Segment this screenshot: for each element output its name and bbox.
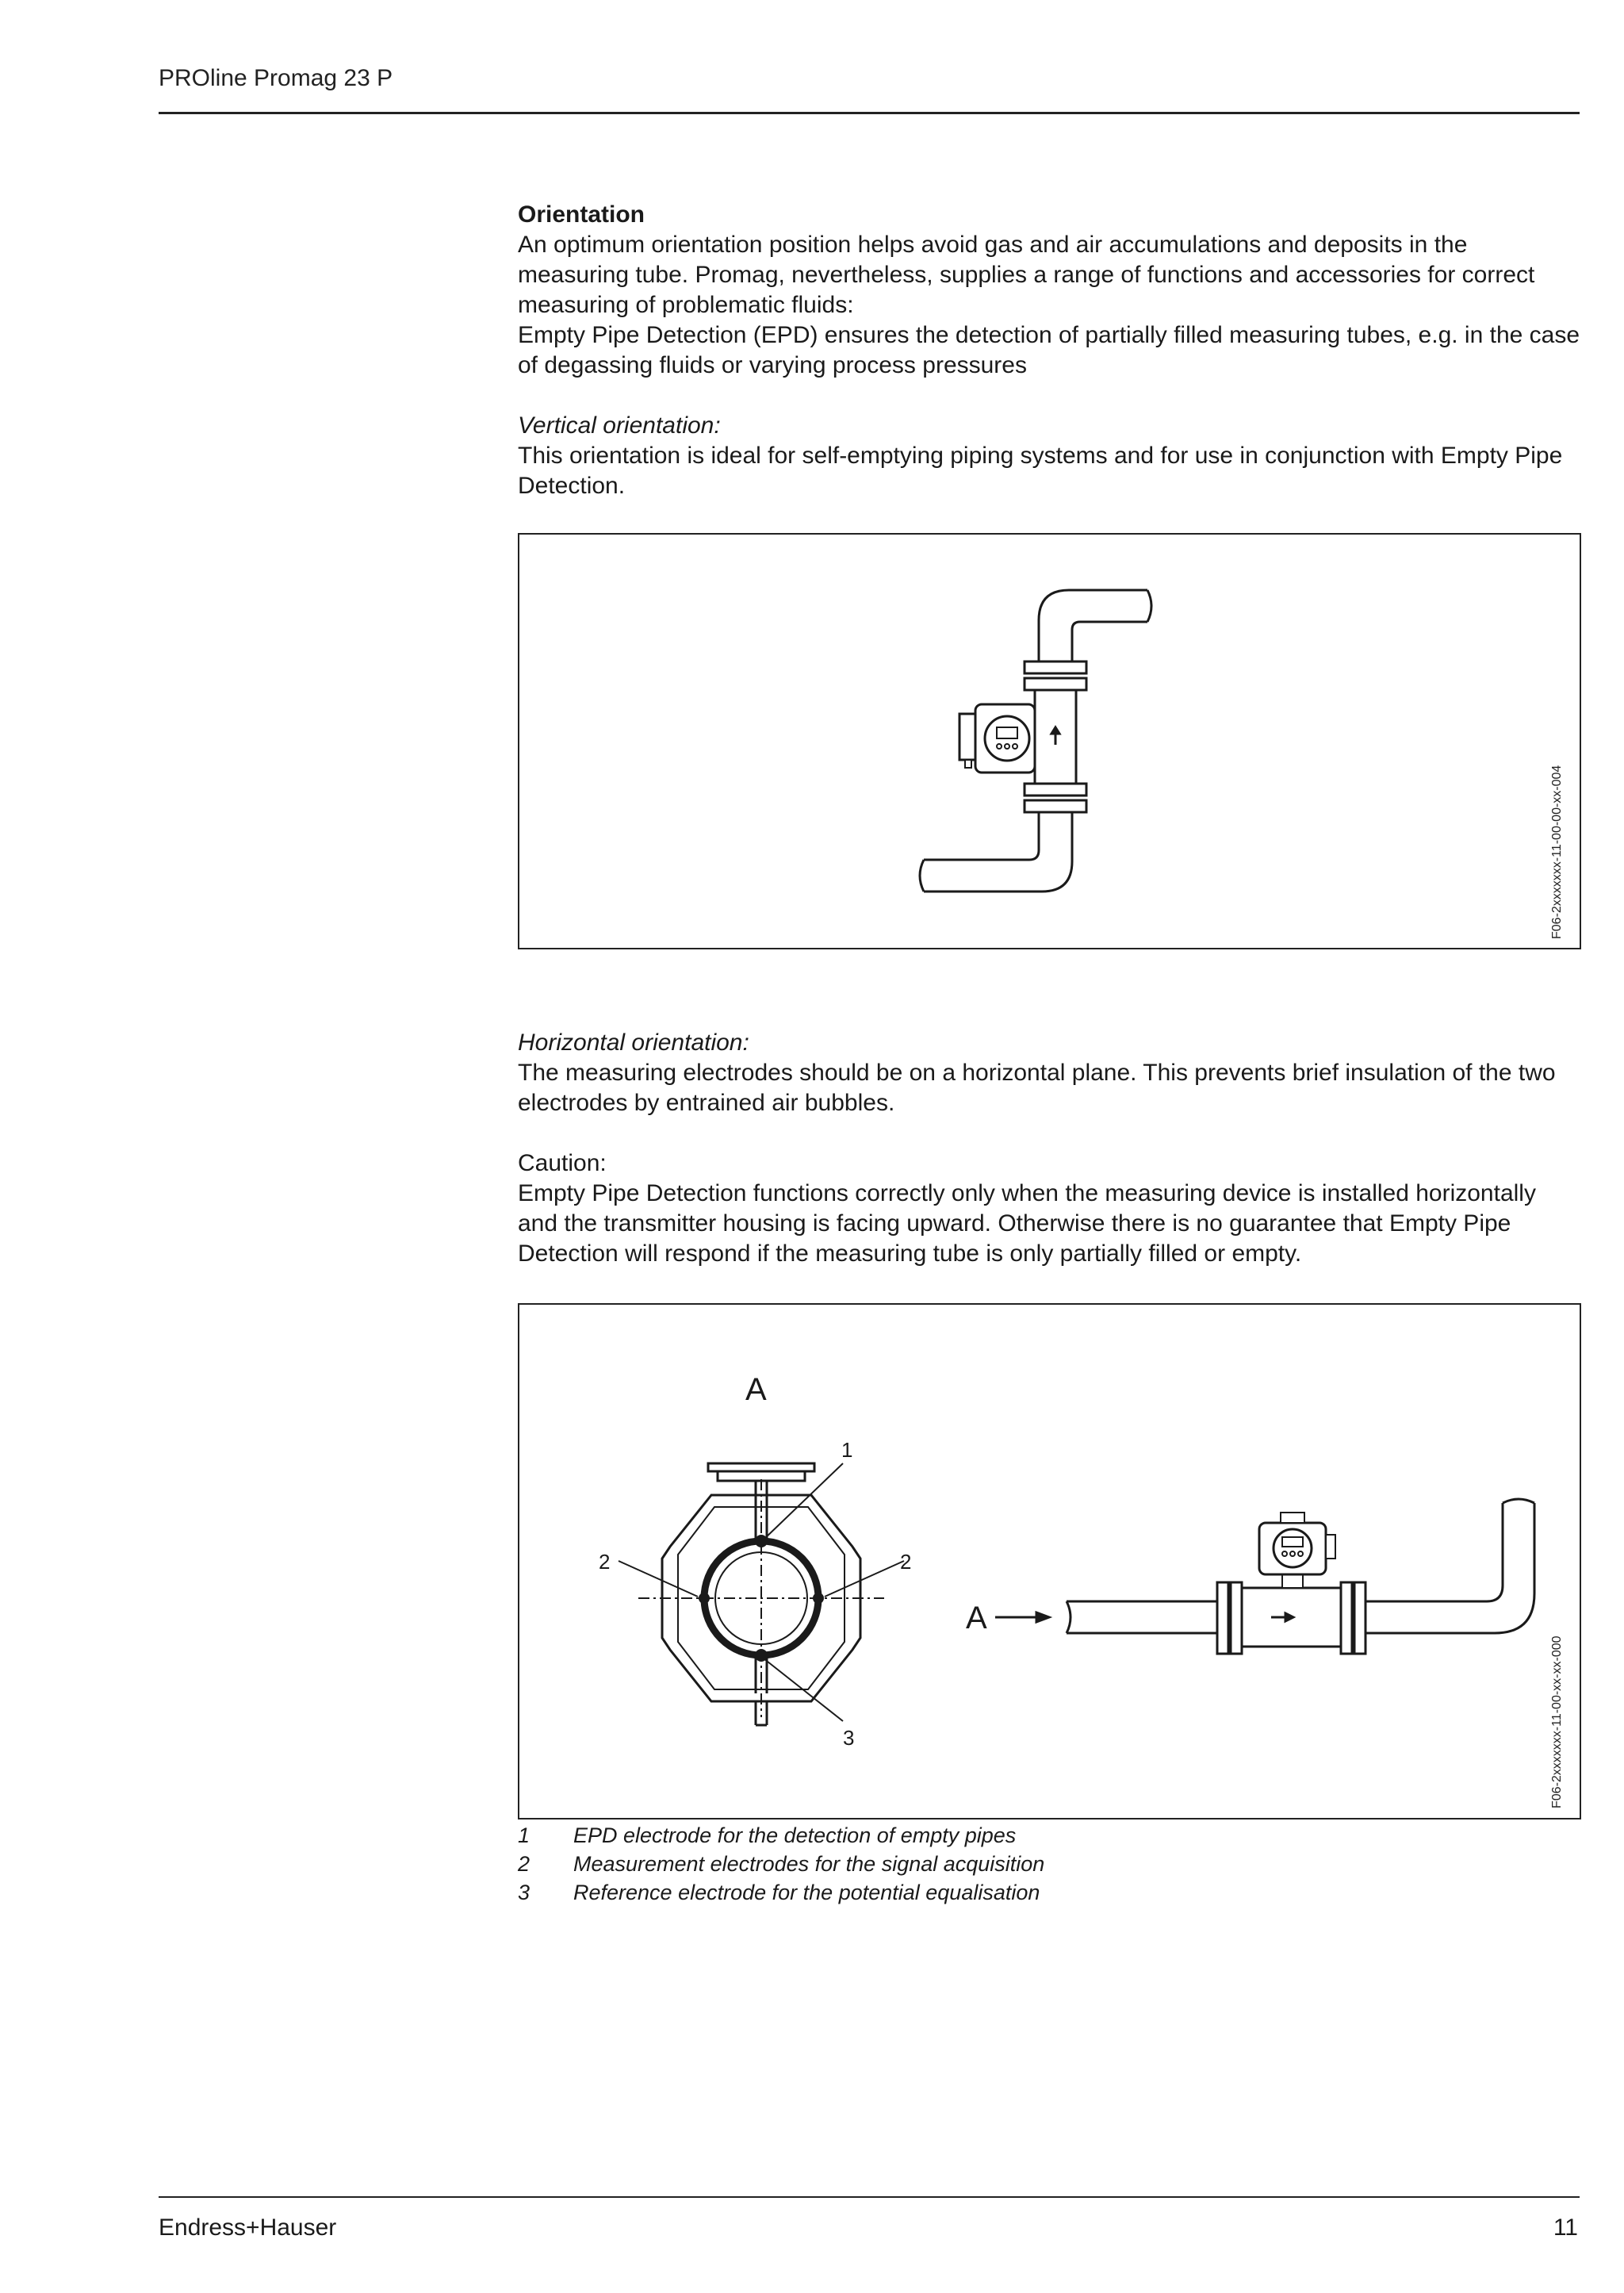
vertical-heading: Vertical orientation: — [518, 412, 721, 439]
vertical-figure-id: F06-2xxxxxxx-11-00-00-xx-004 — [1550, 765, 1564, 939]
horizontal-orientation-figure — [518, 1303, 1581, 1819]
horizontal-pipe-diagram — [519, 1305, 1580, 1818]
header-divider — [159, 112, 1580, 114]
legend-item — [518, 1821, 1549, 1850]
header-title: PROline Promag 23 P — [159, 65, 393, 91]
legend-item — [518, 1850, 1549, 1878]
page-header — [159, 65, 1578, 92]
caution-label: Caution: — [518, 1150, 607, 1176]
caution-text: Empty Pipe Detection functions correctly only when the measuring device is installed horizontally and the transmitter housing is facing upward. Otherwise there is no guarantee that Empty Pipe Detection will respond if the measuring tube is only partially filled or empty. — [518, 1180, 1536, 1267]
horizontal-text: The measuring electrodes should be on a horizontal plane. This prevents brief insulation of the two electrodes by entrained air bubbles. — [518, 1060, 1556, 1116]
footer-divider — [159, 2196, 1580, 2198]
pipe-top-end — [1147, 590, 1151, 622]
vertical-orientation-figure — [518, 533, 1581, 949]
view-label-a-side: A — [966, 1601, 987, 1635]
figure-legend — [518, 1821, 1549, 1907]
pipe-top-right-wall — [1072, 622, 1147, 661]
legend-number: 2 — [518, 1852, 530, 1876]
pipe-top-left-wall — [1039, 590, 1147, 661]
legend-item — [518, 1878, 1549, 1907]
legend-text: Measurement electrodes for the signal acquisition — [573, 1852, 1045, 1876]
pipe-bottom-inner-wall — [924, 812, 1039, 860]
callout-1: 1 — [841, 1438, 853, 1462]
legend-text: EPD electrode for the detection of empty pipes — [573, 1823, 1017, 1847]
callout-3: 3 — [843, 1726, 855, 1750]
pipe-bottom-outer-wall — [924, 812, 1072, 892]
view-label-a-top: A — [745, 1372, 767, 1407]
epd-paragraph: Empty Pipe Detection (EPD) ensures the detection of partially filled measuring tubes, e.g. in the case of degassing fluids or varying process pressures — [518, 322, 1580, 378]
callout-2-right: 2 — [900, 1550, 912, 1574]
legend-number: 3 — [518, 1881, 530, 1904]
horizontal-figure-id: F06-2xxxxxxx-11-00-xx-xx-000 — [1550, 1635, 1564, 1808]
main-content — [518, 200, 1580, 501]
horizontal-section — [518, 1028, 1580, 1269]
intro-paragraph: An optimum orientation position helps avoid gas and air accumulations and deposits in the measuring tube. Promag, nevertheless, supplies a range of functions and accessories for correct measuring of problematic fluids: — [518, 232, 1535, 318]
vertical-text: This orientation is ideal for self-emptying piping systems and for use in conjunction with Empty Pipe Detection. — [518, 443, 1563, 499]
footer-brand: Endress+Hauser — [159, 2214, 337, 2241]
legend-number: 1 — [518, 1823, 530, 1847]
page-number: 11 — [1553, 2214, 1578, 2241]
section-title: Orientation — [518, 201, 645, 228]
horizontal-heading: Horizontal orientation: — [518, 1030, 749, 1056]
legend-text: Reference electrode for the potential equalisation — [573, 1881, 1040, 1904]
side-view — [995, 1499, 1534, 1654]
callout-2-left: 2 — [599, 1550, 611, 1574]
vertical-pipe-diagram — [519, 535, 1580, 948]
